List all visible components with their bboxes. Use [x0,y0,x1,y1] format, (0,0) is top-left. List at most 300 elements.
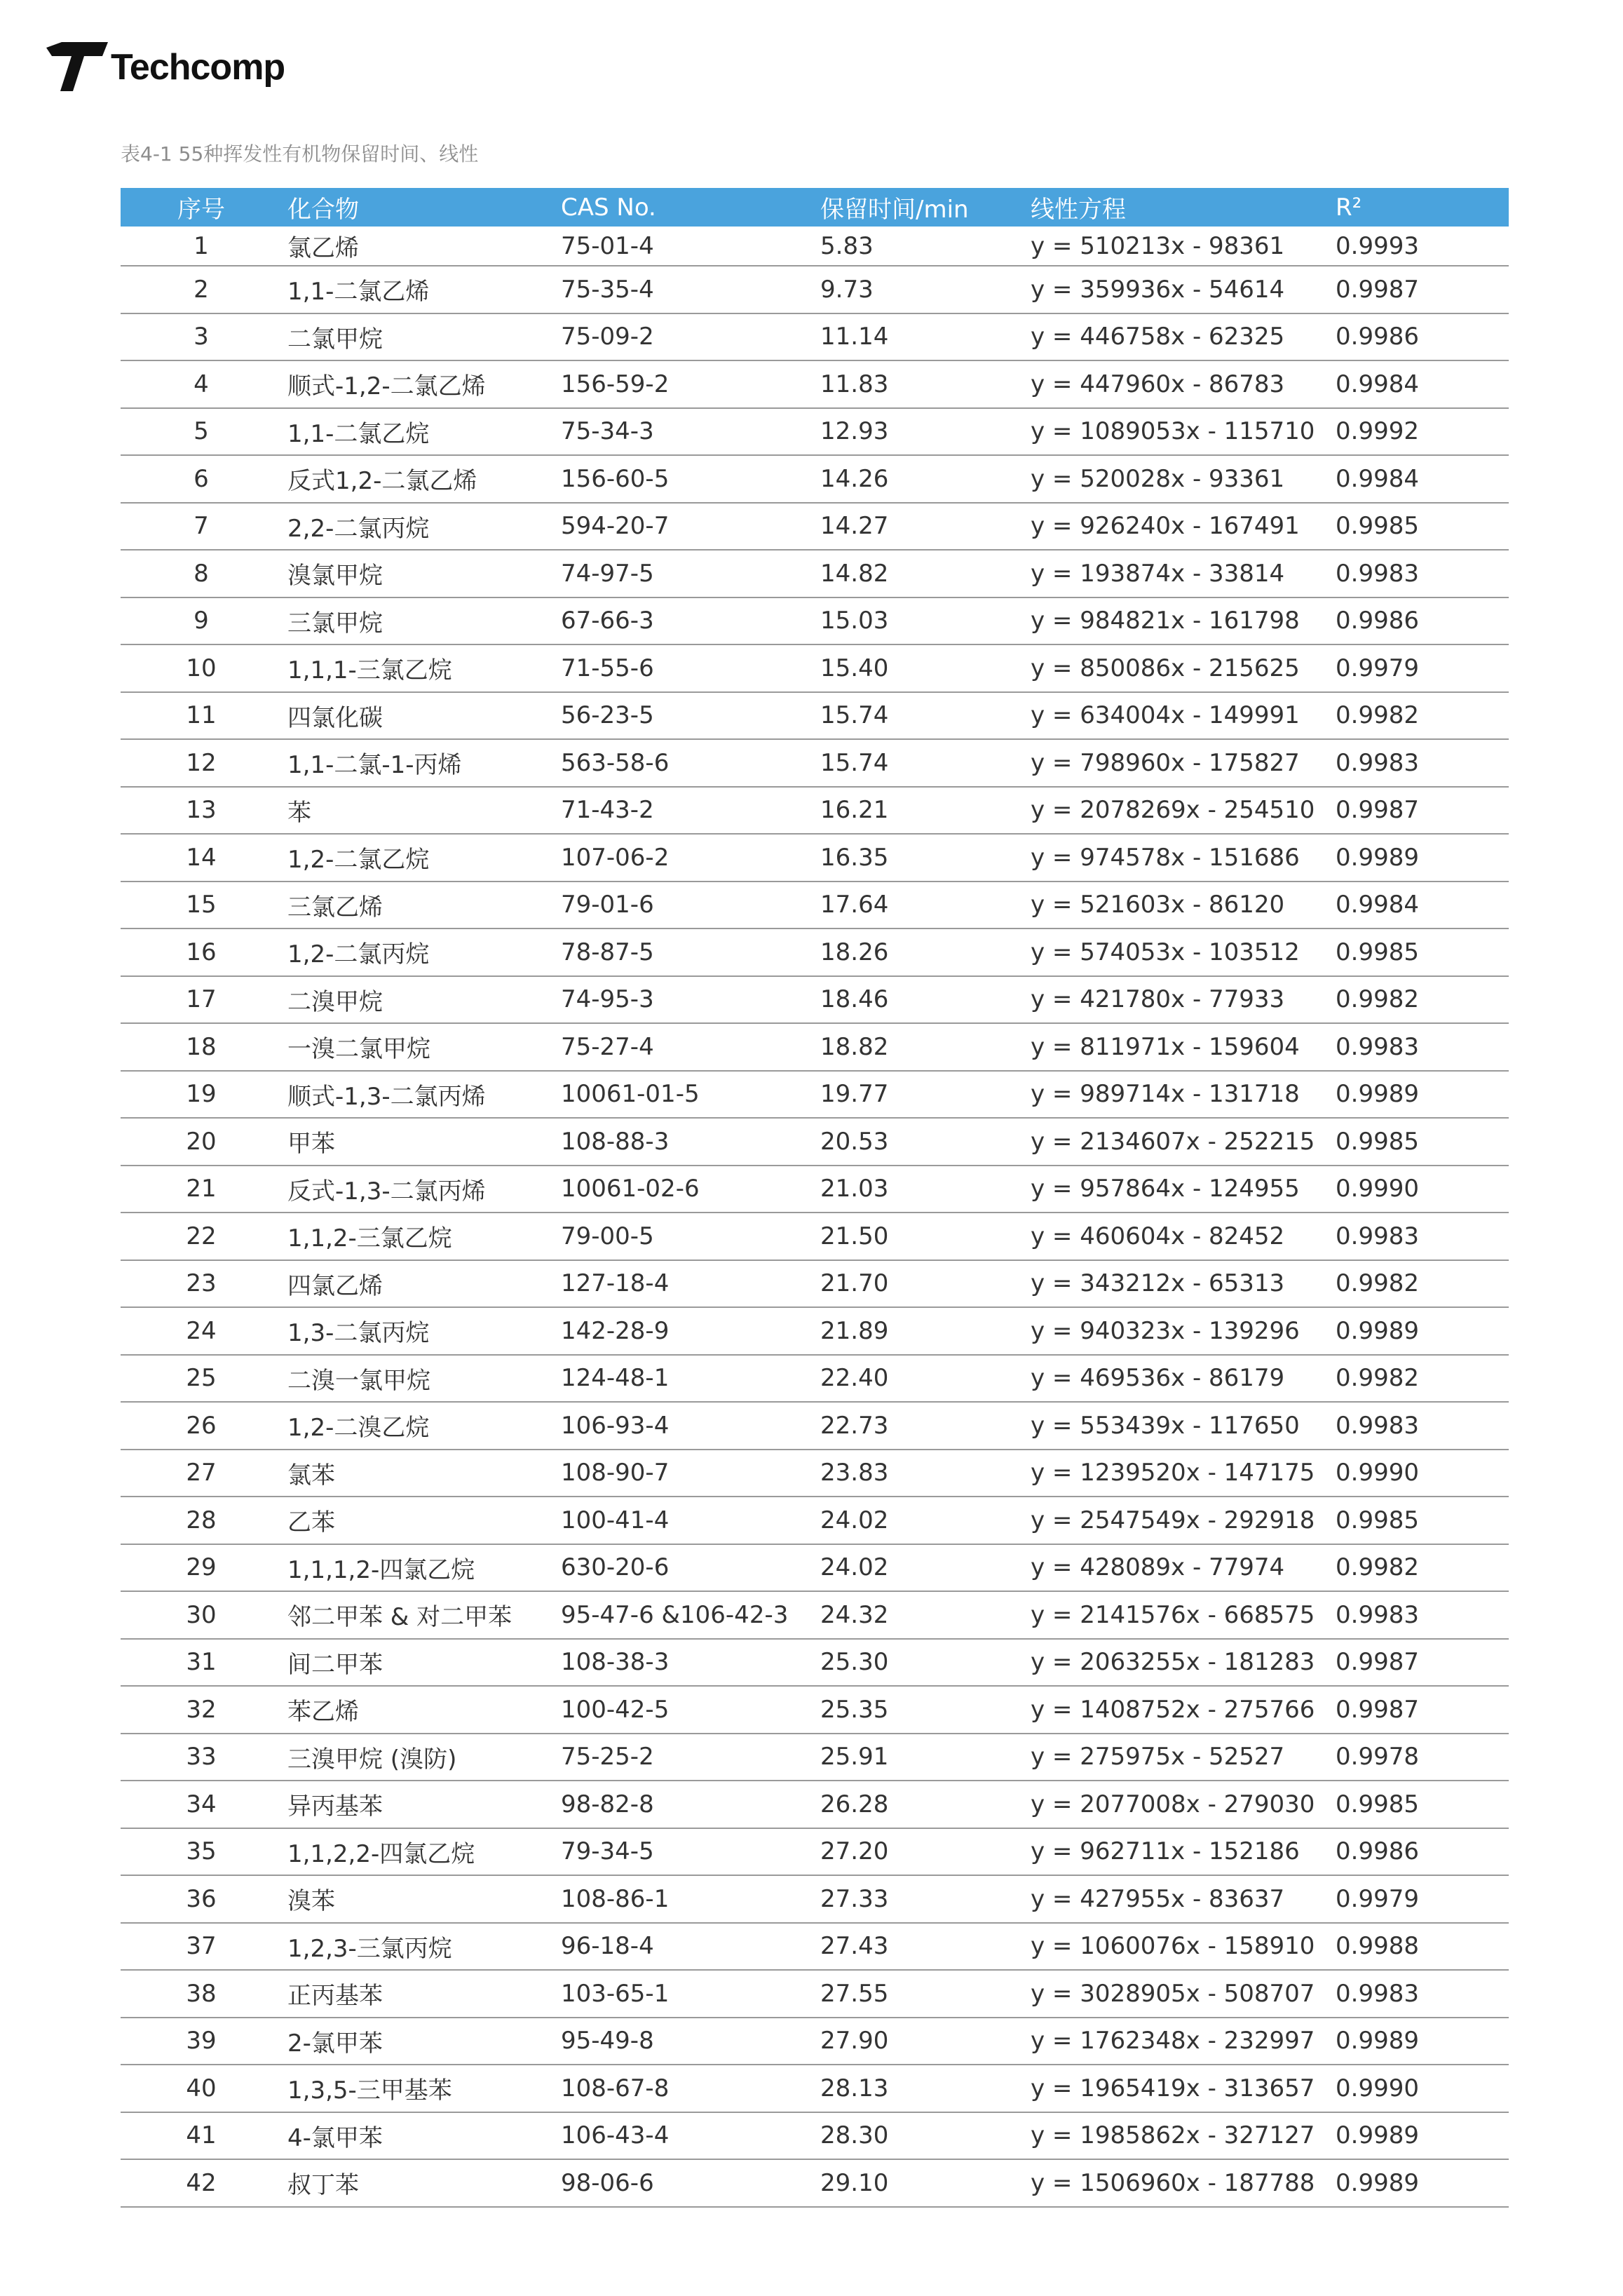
table-caption: 表4-1 55种挥发性有机物保留时间、线性 [121,142,479,166]
cell-cas: 75-27-4 [555,1023,815,1071]
cell-index: 12 [121,739,282,787]
cell-cas: 108-90-7 [555,1450,815,1497]
cell-compound: 甲苯 [282,1118,555,1166]
cell-index: 1 [121,227,282,266]
table-row [121,1071,1509,1119]
cell-compound: 四氯化碳 [282,692,555,740]
cell-linear-equation: y = 1965419x - 313657 [1025,2065,1330,2112]
cell-retention-time: 27.43 [815,1923,1025,1971]
cell-retention-time: 21.50 [815,1213,1025,1260]
cell-cas: 108-88-3 [555,1118,815,1166]
cell-cas: 95-47-6 &106-42-3 [555,1591,815,1639]
table-row [121,1166,1509,1213]
cell-index: 36 [121,1875,282,1923]
cell-index: 13 [121,787,282,835]
cell-index: 8 [121,550,282,597]
cell-compound: 叔丁苯 [282,2159,555,2207]
cell-retention-time: 18.82 [815,1023,1025,1071]
table-row [121,597,1509,645]
cell-linear-equation: y = 1762348x - 232997 [1025,2018,1330,2065]
table-row [121,787,1509,835]
cell-r-squared: 0.9983 [1330,1213,1509,1260]
cell-index: 19 [121,1071,282,1119]
cell-index: 32 [121,1686,282,1734]
cell-r-squared: 0.9985 [1330,928,1509,976]
cell-index: 18 [121,1023,282,1071]
cell-index: 27 [121,1450,282,1497]
cell-linear-equation: y = 1985862x - 327127 [1025,2112,1330,2160]
cell-cas: 75-35-4 [555,266,815,313]
cell-index: 25 [121,1355,282,1403]
table-row [121,1023,1509,1071]
cell-retention-time: 19.77 [815,1071,1025,1119]
cell-cas: 74-97-5 [555,550,815,597]
table-row [121,1639,1509,1687]
cell-compound: 顺式-1,2-二氯乙烯 [282,360,555,408]
cell-index: 34 [121,1781,282,1828]
cell-retention-time: 12.93 [815,408,1025,456]
table-row [121,313,1509,361]
cell-index: 17 [121,976,282,1024]
cell-cas: 124-48-1 [555,1355,815,1403]
cell-cas: 98-82-8 [555,1781,815,1828]
cell-r-squared: 0.9993 [1330,227,1509,266]
cell-linear-equation: y = 1239520x - 147175 [1025,1450,1330,1497]
table-row [121,266,1509,313]
cell-cas: 74-95-3 [555,976,815,1024]
cell-compound: 邻二甲苯 & 对二甲苯 [282,1591,555,1639]
table-row [121,2065,1509,2112]
cell-compound: 苯 [282,787,555,835]
cell-retention-time: 23.83 [815,1450,1025,1497]
cell-retention-time: 25.91 [815,1734,1025,1781]
table-row [121,455,1509,503]
cell-r-squared: 0.9987 [1330,1639,1509,1687]
cell-index: 3 [121,313,282,361]
table-row [121,1781,1509,1828]
table-row [121,739,1509,787]
cell-r-squared: 0.9990 [1330,1166,1509,1213]
cell-r-squared: 0.9982 [1330,976,1509,1024]
cell-index: 41 [121,2112,282,2160]
table-row [121,227,1509,266]
cell-compound: 二溴一氯甲烷 [282,1355,555,1403]
cell-cas: 108-38-3 [555,1639,815,1687]
cell-retention-time: 21.89 [815,1307,1025,1355]
cell-cas: 108-86-1 [555,1875,815,1923]
cell-linear-equation: y = 427955x - 83637 [1025,1875,1330,1923]
cell-linear-equation: y = 811971x - 159604 [1025,1023,1330,1071]
cell-retention-time: 15.74 [815,692,1025,740]
table-row [121,692,1509,740]
cell-compound: 氯苯 [282,1450,555,1497]
cell-linear-equation: y = 275975x - 52527 [1025,1734,1330,1781]
cell-index: 35 [121,1828,282,1876]
cell-compound: 反式-1,3-二氯丙烯 [282,1166,555,1213]
cell-linear-equation: y = 940323x - 139296 [1025,1307,1330,1355]
cell-linear-equation: y = 798960x - 175827 [1025,739,1330,787]
cell-linear-equation: y = 2063255x - 181283 [1025,1639,1330,1687]
cell-retention-time: 15.74 [815,739,1025,787]
cell-retention-time: 26.28 [815,1781,1025,1828]
cell-r-squared: 0.9983 [1330,739,1509,787]
cell-retention-time: 14.26 [815,455,1025,503]
cell-compound: 1,1,1,2-四氯乙烷 [282,1544,555,1592]
table-row [121,360,1509,408]
cell-cas: 75-34-3 [555,408,815,456]
cell-cas: 71-43-2 [555,787,815,835]
cell-r-squared: 0.9989 [1330,834,1509,882]
cell-compound: 三氯乙烯 [282,882,555,929]
cell-index: 40 [121,2065,282,2112]
cell-cas: 107-06-2 [555,834,815,882]
cell-retention-time: 24.02 [815,1497,1025,1544]
cell-index: 29 [121,1544,282,1592]
cell-cas: 563-58-6 [555,739,815,787]
cell-retention-time: 22.40 [815,1355,1025,1403]
table-row [121,2159,1509,2207]
cell-cas: 100-41-4 [555,1497,815,1544]
cell-cas: 103-65-1 [555,1970,815,2018]
cell-compound: 一溴二氯甲烷 [282,1023,555,1071]
cell-compound: 2-氯甲苯 [282,2018,555,2065]
cell-linear-equation: y = 3028905x - 508707 [1025,1970,1330,2018]
cell-linear-equation: y = 428089x - 77974 [1025,1544,1330,1592]
cell-index: 16 [121,928,282,976]
cell-retention-time: 18.46 [815,976,1025,1024]
cell-linear-equation: y = 989714x - 131718 [1025,1071,1330,1119]
techcomp-logo-icon [46,41,108,94]
table-row [121,1970,1509,2018]
cell-index: 30 [121,1591,282,1639]
table-row [121,976,1509,1024]
cell-retention-time: 25.30 [815,1639,1025,1687]
table-row [121,1875,1509,1923]
table-row [121,408,1509,456]
cell-index: 9 [121,597,282,645]
cell-index: 6 [121,455,282,503]
cell-compound: 1,1-二氯乙烷 [282,408,555,456]
cell-cas: 71-55-6 [555,644,815,692]
col-header-compound: 化合物 [282,188,555,227]
cell-compound: 苯乙烯 [282,1686,555,1734]
cell-r-squared: 0.9985 [1330,1118,1509,1166]
cell-compound: 1,2-二氯丙烷 [282,928,555,976]
cell-index: 11 [121,692,282,740]
cell-cas: 127-18-4 [555,1260,815,1308]
cell-compound: 1,2-二溴乙烷 [282,1402,555,1450]
cell-r-squared: 0.9989 [1330,1307,1509,1355]
cell-linear-equation: y = 984821x - 161798 [1025,597,1330,645]
cell-cas: 79-00-5 [555,1213,815,1260]
cell-compound: 溴氯甲烷 [282,550,555,597]
table-row [121,1923,1509,1971]
cell-r-squared: 0.9988 [1330,1923,1509,1971]
cell-linear-equation: y = 521603x - 86120 [1025,882,1330,929]
table-row [121,2018,1509,2065]
cell-compound: 四氯乙烯 [282,1260,555,1308]
cell-r-squared: 0.9983 [1330,1023,1509,1071]
col-header-retention-time: 保留时间/min [815,188,1025,227]
cell-linear-equation: y = 1089053x - 115710 [1025,408,1330,456]
cell-linear-equation: y = 1506960x - 187788 [1025,2159,1330,2207]
table-row [121,644,1509,692]
cell-cas: 95-49-8 [555,2018,815,2065]
table-row [121,1686,1509,1734]
cell-linear-equation: y = 2134607x - 252215 [1025,1118,1330,1166]
cell-retention-time: 21.03 [815,1166,1025,1213]
cell-cas: 156-59-2 [555,360,815,408]
cell-r-squared: 0.9990 [1330,1450,1509,1497]
cell-r-squared: 0.9984 [1330,455,1509,503]
cell-linear-equation: y = 634004x - 149991 [1025,692,1330,740]
table-row [121,1402,1509,1450]
cell-cas: 10061-02-6 [555,1166,815,1213]
table-row [121,1213,1509,1260]
table-row [121,928,1509,976]
cell-r-squared: 0.9978 [1330,1734,1509,1781]
cell-r-squared: 0.9987 [1330,1686,1509,1734]
cell-compound: 1,2,3-三氯丙烷 [282,1923,555,1971]
cell-retention-time: 24.02 [815,1544,1025,1592]
table-row [121,1118,1509,1166]
cell-linear-equation: y = 974578x - 151686 [1025,834,1330,882]
col-header-linear-equation: 线性方程 [1025,188,1330,227]
cell-linear-equation: y = 574053x - 103512 [1025,928,1330,976]
cell-r-squared: 0.9986 [1330,313,1509,361]
cell-compound: 1,1,1-三氯乙烷 [282,644,555,692]
cell-cas: 75-01-4 [555,227,815,266]
cell-linear-equation: y = 850086x - 215625 [1025,644,1330,692]
cell-compound: 三氯甲烷 [282,597,555,645]
cell-retention-time: 27.33 [815,1875,1025,1923]
cell-compound: 4-氯甲苯 [282,2112,555,2160]
cell-r-squared: 0.9982 [1330,692,1509,740]
cell-compound: 1,2-二氯乙烷 [282,834,555,882]
cell-compound: 三溴甲烷 (溴防) [282,1734,555,1781]
cell-compound: 氯乙烯 [282,227,555,266]
company-logo [46,41,285,94]
cell-cas: 10061-01-5 [555,1071,815,1119]
cell-r-squared: 0.9989 [1330,1071,1509,1119]
cell-cas: 108-67-8 [555,2065,815,2112]
cell-retention-time: 27.55 [815,1970,1025,2018]
cell-retention-time: 18.26 [815,928,1025,976]
cell-linear-equation: y = 2547549x - 292918 [1025,1497,1330,1544]
cell-retention-time: 25.35 [815,1686,1025,1734]
cell-compound: 1,3-二氯丙烷 [282,1307,555,1355]
cell-retention-time: 16.35 [815,834,1025,882]
cell-linear-equation: y = 962711x - 152186 [1025,1828,1330,1876]
cell-retention-time: 27.90 [815,2018,1025,2065]
cell-r-squared: 0.9983 [1330,1591,1509,1639]
cell-cas: 75-25-2 [555,1734,815,1781]
table-row [121,1355,1509,1403]
cell-linear-equation: y = 421780x - 77933 [1025,976,1330,1024]
cell-index: 39 [121,2018,282,2065]
cell-compound: 1,1,2,2-四氯乙烷 [282,1828,555,1876]
cell-r-squared: 0.9983 [1330,1970,1509,2018]
cell-r-squared: 0.9986 [1330,1828,1509,1876]
cell-retention-time: 21.70 [815,1260,1025,1308]
cell-compound: 间二甲苯 [282,1639,555,1687]
cell-linear-equation: y = 2141576x - 668575 [1025,1591,1330,1639]
cell-compound: 二氯甲烷 [282,313,555,361]
table-row [121,1307,1509,1355]
cell-retention-time: 22.73 [815,1402,1025,1450]
cell-compound: 二溴甲烷 [282,976,555,1024]
cell-r-squared: 0.9984 [1330,882,1509,929]
cell-r-squared: 0.9979 [1330,644,1509,692]
cell-linear-equation: y = 2078269x - 254510 [1025,787,1330,835]
cell-r-squared: 0.9979 [1330,1875,1509,1923]
cell-index: 5 [121,408,282,456]
table-body [121,227,1509,2207]
cell-compound: 正丙基苯 [282,1970,555,2018]
cell-cas: 56-23-5 [555,692,815,740]
cell-retention-time: 20.53 [815,1118,1025,1166]
cell-linear-equation: y = 510213x - 98361 [1025,227,1330,266]
cell-cas: 106-43-4 [555,2112,815,2160]
table-row [121,503,1509,551]
cell-r-squared: 0.9986 [1330,597,1509,645]
cell-index: 2 [121,266,282,313]
cell-r-squared: 0.9985 [1330,1497,1509,1544]
table-row [121,1828,1509,1876]
cell-cas: 100-42-5 [555,1686,815,1734]
cell-index: 33 [121,1734,282,1781]
cell-compound: 1,1-二氯-1-丙烯 [282,739,555,787]
cell-compound: 乙苯 [282,1497,555,1544]
cell-index: 10 [121,644,282,692]
cell-index: 31 [121,1639,282,1687]
cell-cas: 142-28-9 [555,1307,815,1355]
cell-index: 15 [121,882,282,929]
table-row [121,550,1509,597]
cell-cas: 98-06-6 [555,2159,815,2207]
cell-cas: 594-20-7 [555,503,815,551]
col-header-cas: CAS No. [555,188,815,227]
cell-compound: 异丙基苯 [282,1781,555,1828]
col-header-index: 序号 [121,188,282,227]
cell-index: 37 [121,1923,282,1971]
cell-r-squared: 0.9985 [1330,503,1509,551]
cell-r-squared: 0.9985 [1330,1781,1509,1828]
cell-r-squared: 0.9982 [1330,1355,1509,1403]
cell-compound: 2,2-二氯丙烷 [282,503,555,551]
cell-retention-time: 24.32 [815,1591,1025,1639]
table-row [121,1497,1509,1544]
cell-cas: 106-93-4 [555,1402,815,1450]
cell-cas: 79-01-6 [555,882,815,929]
cell-r-squared: 0.9989 [1330,2159,1509,2207]
table-header-row [121,188,1509,227]
cell-linear-equation: y = 359936x - 54614 [1025,266,1330,313]
cell-compound: 反式1,2-二氯乙烯 [282,455,555,503]
cell-r-squared: 0.9992 [1330,408,1509,456]
cell-retention-time: 9.73 [815,266,1025,313]
cell-retention-time: 14.82 [815,550,1025,597]
cell-r-squared: 0.9989 [1330,2112,1509,2160]
cell-compound: 1,1,2-三氯乙烷 [282,1213,555,1260]
cell-linear-equation: y = 469536x - 86179 [1025,1355,1330,1403]
table-row [121,882,1509,929]
cell-retention-time: 5.83 [815,227,1025,266]
cell-linear-equation: y = 343212x - 65313 [1025,1260,1330,1308]
cell-r-squared: 0.9987 [1330,787,1509,835]
cell-index: 7 [121,503,282,551]
table-row [121,1544,1509,1592]
table-row [121,1734,1509,1781]
table-row [121,1591,1509,1639]
cell-index: 22 [121,1213,282,1260]
cell-retention-time: 14.27 [815,503,1025,551]
cell-index: 20 [121,1118,282,1166]
cell-r-squared: 0.9990 [1330,2065,1509,2112]
cell-cas: 630-20-6 [555,1544,815,1592]
cell-retention-time: 29.10 [815,2159,1025,2207]
cell-r-squared: 0.9987 [1330,266,1509,313]
cell-index: 24 [121,1307,282,1355]
cell-linear-equation: y = 926240x - 167491 [1025,503,1330,551]
cell-cas: 156-60-5 [555,455,815,503]
cell-retention-time: 11.14 [815,313,1025,361]
cell-r-squared: 0.9989 [1330,2018,1509,2065]
cell-compound: 顺式-1,3-二氯丙烯 [282,1071,555,1119]
cell-retention-time: 27.20 [815,1828,1025,1876]
cell-retention-time: 16.21 [815,787,1025,835]
cell-r-squared: 0.9982 [1330,1544,1509,1592]
cell-retention-time: 11.83 [815,360,1025,408]
cell-cas: 96-18-4 [555,1923,815,1971]
table-row [121,2112,1509,2160]
cell-linear-equation: y = 1408752x - 275766 [1025,1686,1330,1734]
cell-compound: 1,3,5-三甲基苯 [282,2065,555,2112]
cell-retention-time: 15.40 [815,644,1025,692]
voc-data-table [121,188,1509,2208]
cell-r-squared: 0.9984 [1330,360,1509,408]
cell-linear-equation: y = 446758x - 62325 [1025,313,1330,361]
cell-linear-equation: y = 460604x - 82452 [1025,1213,1330,1260]
table-row [121,834,1509,882]
cell-r-squared: 0.9983 [1330,1402,1509,1450]
cell-cas: 79-34-5 [555,1828,815,1876]
cell-index: 28 [121,1497,282,1544]
cell-index: 14 [121,834,282,882]
cell-retention-time: 28.13 [815,2065,1025,2112]
cell-r-squared: 0.9982 [1330,1260,1509,1308]
cell-cas: 75-09-2 [555,313,815,361]
cell-retention-time: 15.03 [815,597,1025,645]
cell-retention-time: 28.30 [815,2112,1025,2160]
cell-index: 21 [121,1166,282,1213]
cell-index: 26 [121,1402,282,1450]
cell-compound: 溴苯 [282,1875,555,1923]
cell-linear-equation: y = 553439x - 117650 [1025,1402,1330,1450]
cell-index: 38 [121,1970,282,2018]
cell-linear-equation: y = 520028x - 93361 [1025,455,1330,503]
cell-linear-equation: y = 193874x - 33814 [1025,550,1330,597]
cell-index: 42 [121,2159,282,2207]
cell-index: 4 [121,360,282,408]
cell-linear-equation: y = 957864x - 124955 [1025,1166,1330,1213]
cell-cas: 67-66-3 [555,597,815,645]
logo-wordmark: Techcomp [111,47,285,88]
cell-compound: 1,1-二氯乙烯 [282,266,555,313]
table-row [121,1450,1509,1497]
cell-index: 23 [121,1260,282,1308]
cell-linear-equation: y = 2077008x - 279030 [1025,1781,1330,1828]
